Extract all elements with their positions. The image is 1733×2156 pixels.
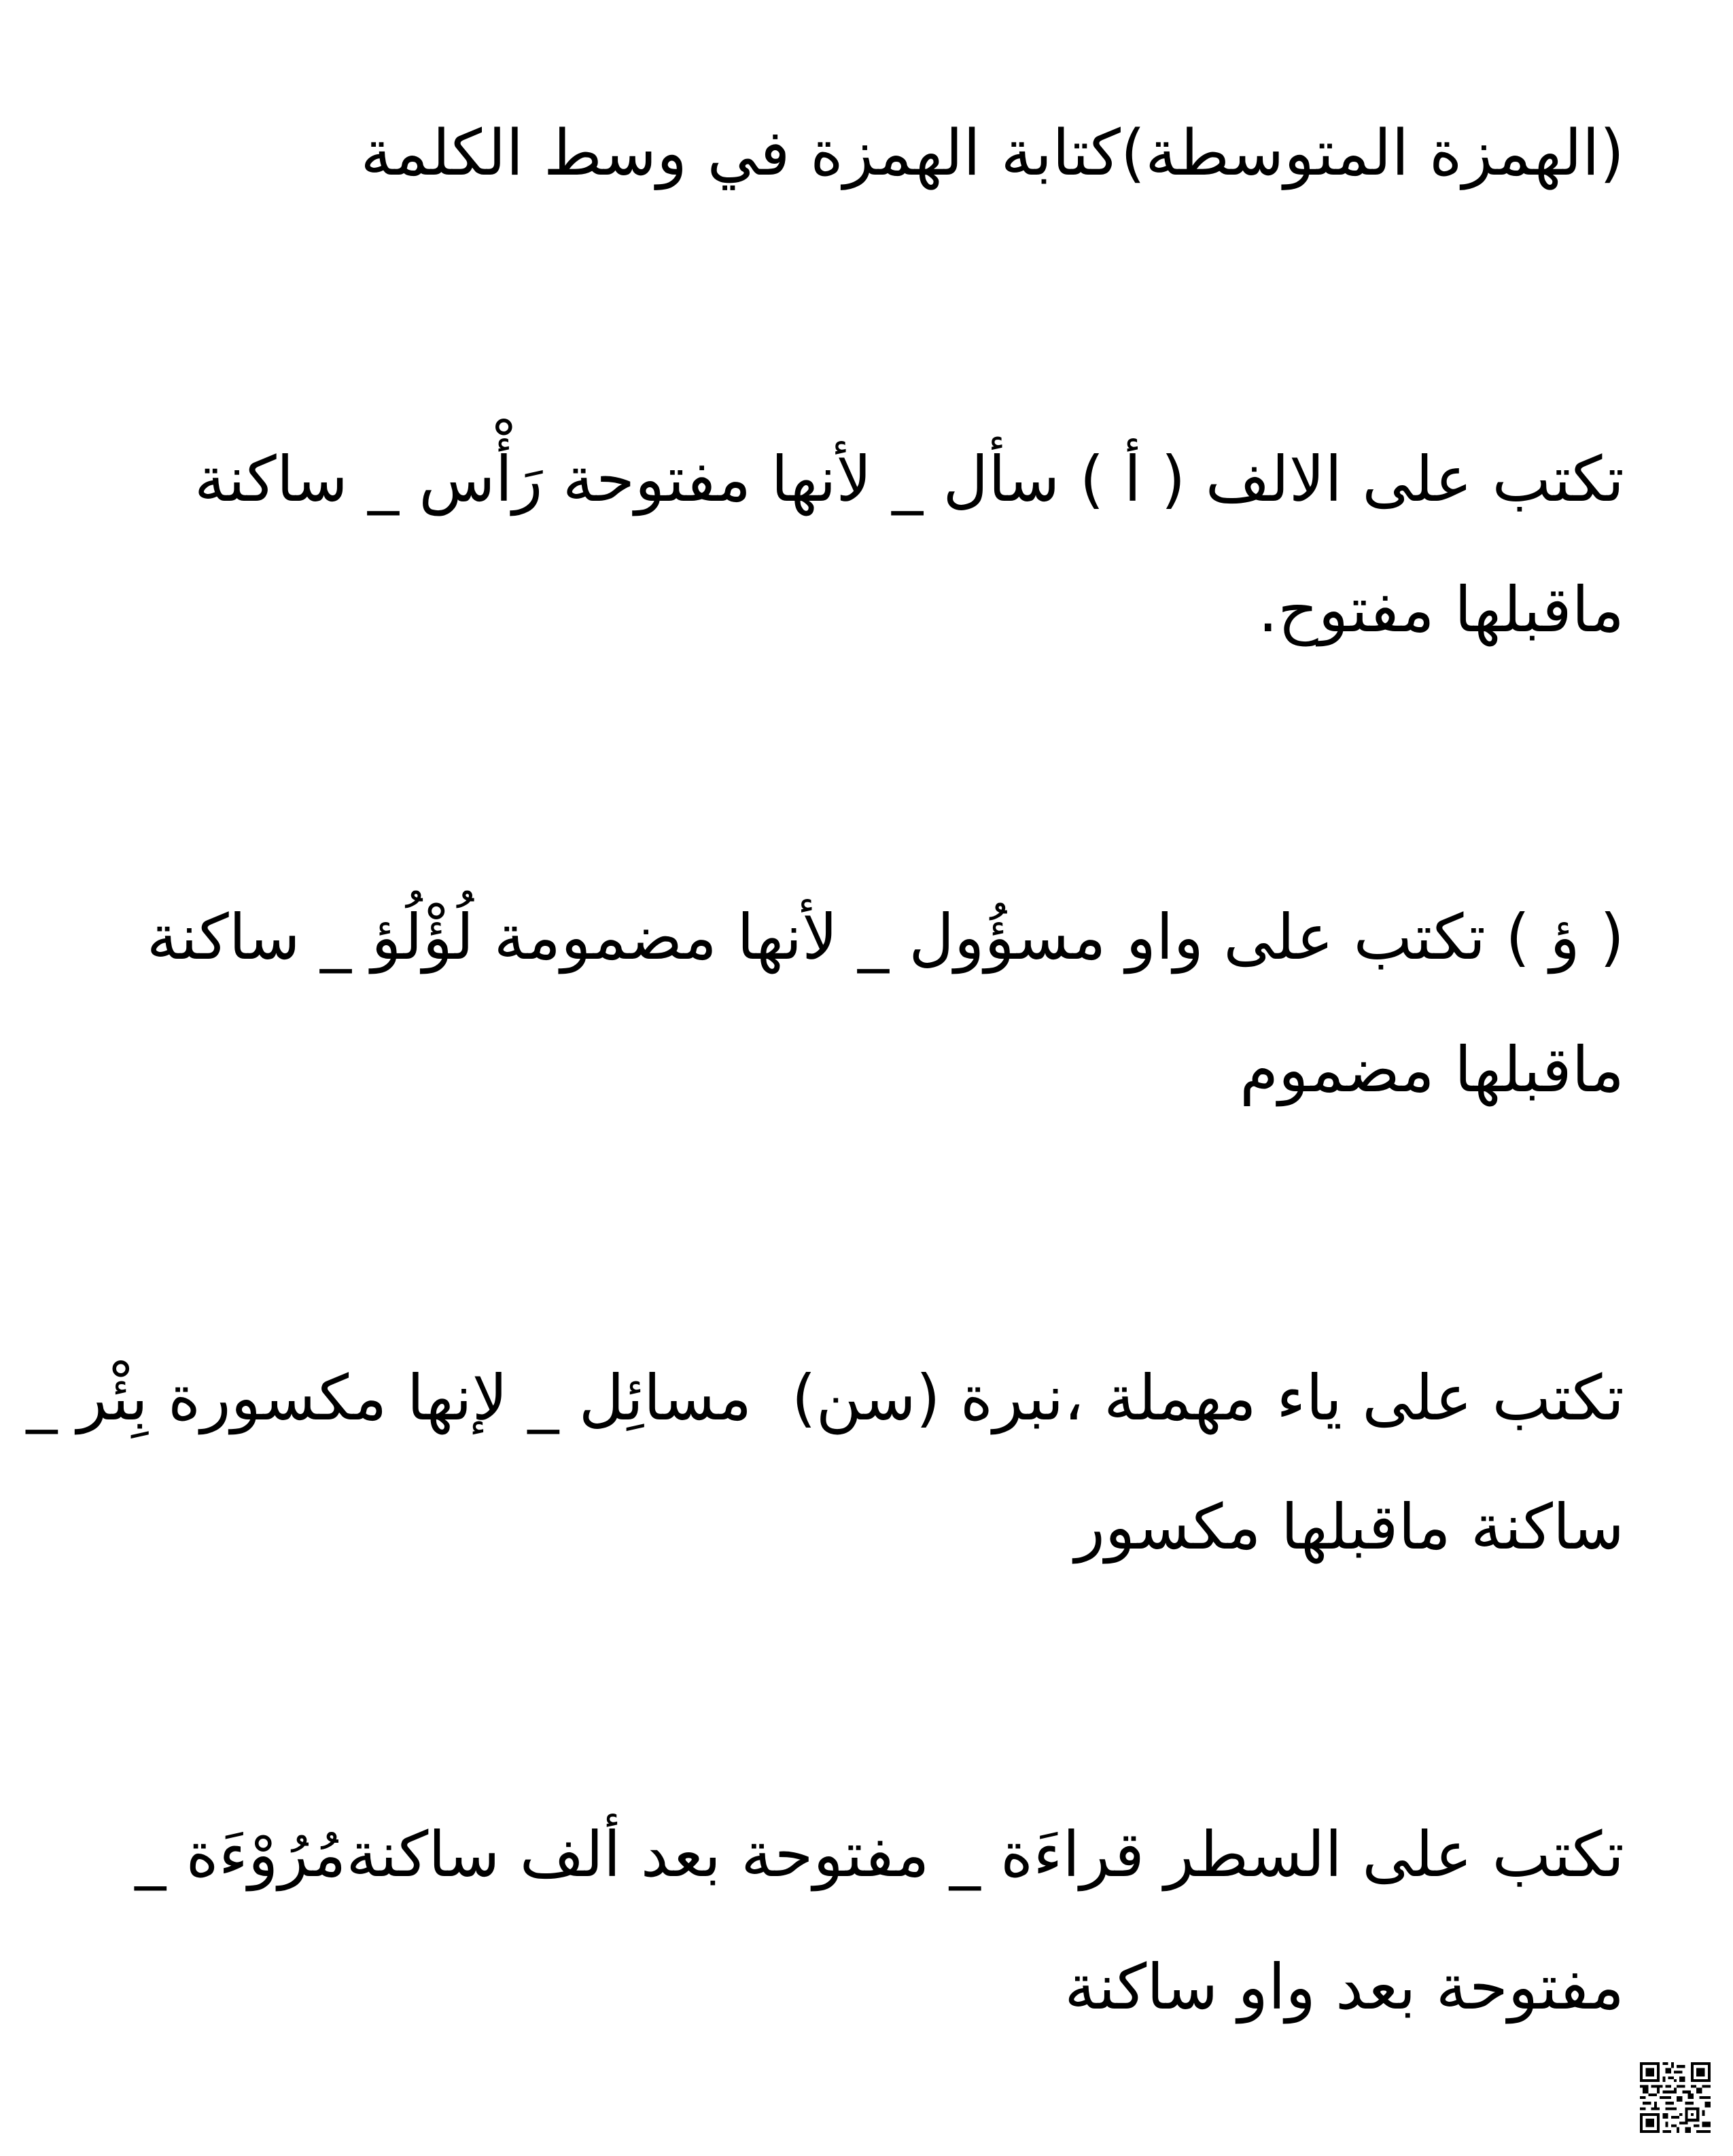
- section-line: مفتوحة بعد واو ساكنة: [1064, 1951, 1624, 2024]
- section-line: ساكنة ماقبلها مكسور: [1074, 1491, 1624, 1563]
- qr-code-icon: [1640, 2062, 1711, 2133]
- page-title: (الهمزة المتوسطة)كتابة الهمزة في وسط الكلمة: [360, 116, 1624, 190]
- section-line: ماقبلها مفتوح.: [1258, 573, 1624, 646]
- section-line: تكتب على ياء مهملة ،نبرة (سن) مسائِل _ لإنها مكسورة بِئْر _: [26, 1362, 1624, 1434]
- section-line: تكتب على الالف ( أ ) سأل _ لأنها مفتوحة رَأْس _ ساكنة: [194, 443, 1624, 516]
- section-line: ماقبلها مضموم: [1240, 1033, 1624, 1106]
- section-line: ( ؤ ) تكتب على واو مسؤُول _ لأنها مضمومة لُؤْلُؤ _ ساكنة: [146, 901, 1624, 974]
- section-line: تكتب على السطر قراءَة _ مفتوحة بعد ألف ساكنةمُرُوْءَة _: [135, 1818, 1624, 1891]
